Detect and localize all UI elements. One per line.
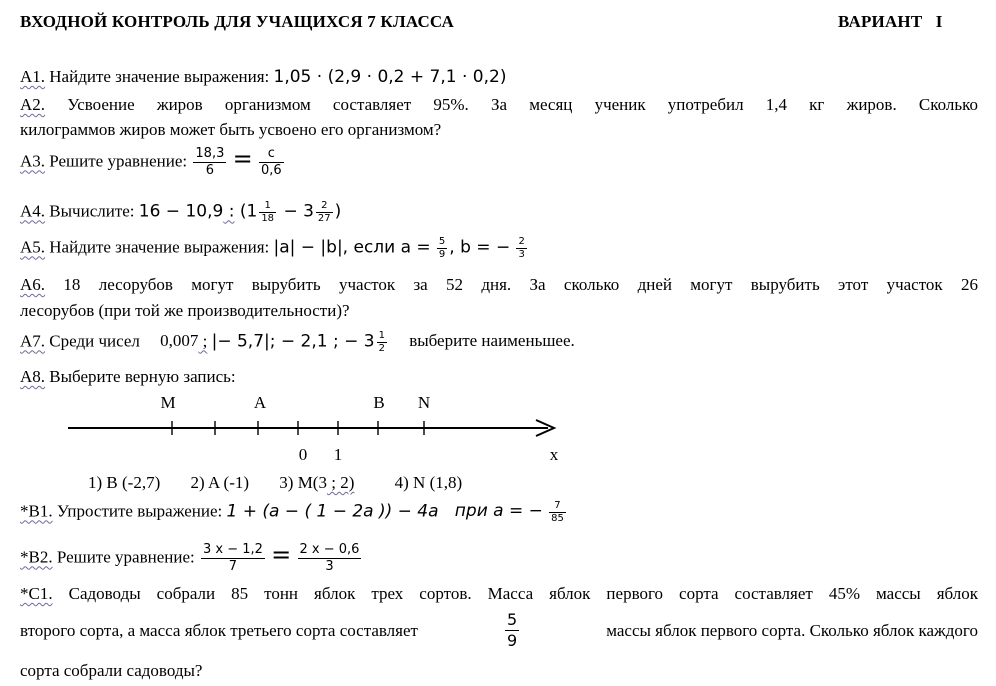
task-label: *С1. [20,584,53,603]
fraction-left [193,146,226,179]
task-a6-line2: лесорубов (при той же производительности)? [20,301,350,320]
task-text: Среди чисел [49,331,140,351]
math-expression: (1 [234,201,258,222]
math-expression: 1 + (a − ( 1 − 2a )) − 4a [226,501,439,522]
fraction-numerator: 2 [316,200,333,213]
number-value: 0,007 [160,331,199,351]
task-label: *В1. [20,501,53,521]
fraction [549,500,566,525]
task-c1-line1 [20,583,978,605]
fraction-denominator: 3 [325,559,334,574]
fraction [437,236,447,261]
task-text: массы яблок первого сорта. Сколько яблок каждого [606,620,978,640]
option-1: 1) B (-2,7) [88,473,161,492]
condition-text: при a = − [454,501,543,522]
task-text: Решите уравнение: [49,151,188,171]
task-label: А4. [20,201,46,221]
math-expression: ) [334,201,342,222]
math-expression: 16 − 10,9 [138,201,224,222]
task-text: Упростите выражение: [56,501,223,521]
option-4: 4) N (1,8) [394,473,463,492]
fraction-numerator: 7 [549,500,566,513]
task-text: Садоводы собрали 85 тонн яблок трех сортов. Масса яблок первого сорта составляет 45% массы яблок [68,584,978,603]
fraction-denominator: 3 [518,249,525,260]
condition-text: , b = − [449,237,511,258]
fraction-numerator: 2 x − 0,6 [299,542,360,557]
fraction-left [201,542,265,575]
condition-text: , если a = [342,237,431,258]
point-label-b: B [373,393,385,412]
fraction [505,610,519,651]
answer-options [88,472,462,494]
task-text: Вычислите: [49,201,135,221]
fraction-denominator: 9 [507,631,518,650]
division-sign: : [223,201,235,222]
task-text: 18 лесорубов могут вырубить участок за 52 дня. За сколько дней могут вырубить этот участок 26 [63,275,979,294]
fraction-numerator: 1 [259,200,276,213]
task-c1-line3: сорта собрали садоводы? [20,661,203,680]
fraction-right [298,542,362,575]
task-label: *В2. [20,547,53,567]
task-a7 [20,330,575,355]
task-label: А1. [20,67,46,86]
task-a2-line1 [20,94,978,116]
task-c1-line2 [20,610,978,651]
option-3 [279,473,354,492]
equals-sign: = [271,540,292,569]
zero-label: 0 [298,445,308,464]
task-text: Решите уравнение: [56,547,195,567]
task-a5 [20,236,529,261]
fraction-denominator: 27 [317,213,331,224]
task-label: А2. [20,95,46,114]
fraction-numerator: 5 [507,610,518,629]
point-label-n: N [417,393,431,412]
fraction-numerator: 1 [378,330,385,341]
task-label: А6. [20,275,46,294]
one-label: 1 [333,445,343,464]
option-3-text: 3) M(3 [279,473,327,492]
point-label-m: M [160,393,176,412]
fraction-denominator: 85 [551,513,564,524]
number-line [0,380,996,470]
fraction [259,200,276,225]
fraction-numerator: c [259,146,284,163]
fraction-denominator: 7 [228,559,238,574]
fraction-denominator: 6 [205,163,215,178]
fraction-denominator: 0,6 [260,163,282,178]
task-text: Найдите значение выражения: [49,67,270,86]
math-expression: |a| − |b| [273,237,343,258]
task-a6-line1 [20,274,978,296]
fraction-denominator: 18 [261,213,275,224]
fraction [377,330,387,355]
fraction-numerator: 5 [438,236,446,247]
math-expression: 1,05 · (2,9 · 0,2 + 7,1 · 0,2) [273,67,507,87]
fraction-numerator: 2 [518,236,525,247]
task-text: выберите наименьшее. [409,331,575,351]
point-label-a: A [253,393,267,412]
separator: ; [198,331,208,351]
fraction-denominator: 9 [438,249,446,260]
worksheet-title: ВХОДНОЙ КОНТРОЛЬ ДЛЯ УЧАЩИХСЯ 7 КЛАССА [20,12,455,31]
axis-label-x: x [549,445,559,464]
task-a2-line2: килограммов жиров может быть усвоено его организмом? [20,120,442,139]
variant-label: ВАРИАНТ I [838,12,943,31]
task-label: А3. [20,151,46,171]
fraction-numerator: 18,3 [195,146,225,161]
task-b2 [20,542,363,575]
task-text: Найдите значение выражения: [49,237,270,257]
fraction [316,200,333,225]
option-2: 2) A (-1) [190,473,250,492]
equals-sign: = [232,144,253,173]
task-a3 [20,146,286,179]
task-a4 [20,200,341,225]
task-b1 [20,500,568,525]
task-text: второго сорта, а масса яблок третьего сорта составляет [20,620,418,640]
fraction-numerator: 3 x − 1,2 [202,542,263,557]
task-label: А8. [20,367,46,386]
fraction [516,236,526,261]
math-expression: |− 5,7|; − 2,1 ; − 3 [211,331,375,352]
task-label: А7. [20,331,46,351]
task-text: Выберите верную запись: [49,367,236,386]
option-3-text: ; 2) [326,473,355,492]
task-label: А5. [20,237,46,257]
task-a1 [20,66,506,88]
fraction-right [259,146,284,179]
math-expression: − 3 [278,201,314,222]
task-text: Усвоение жиров организмом составляет 95%. За месяц ученик употребил 1,4 кг жиров. Сколько [67,95,979,114]
fraction-denominator: 2 [378,343,385,354]
